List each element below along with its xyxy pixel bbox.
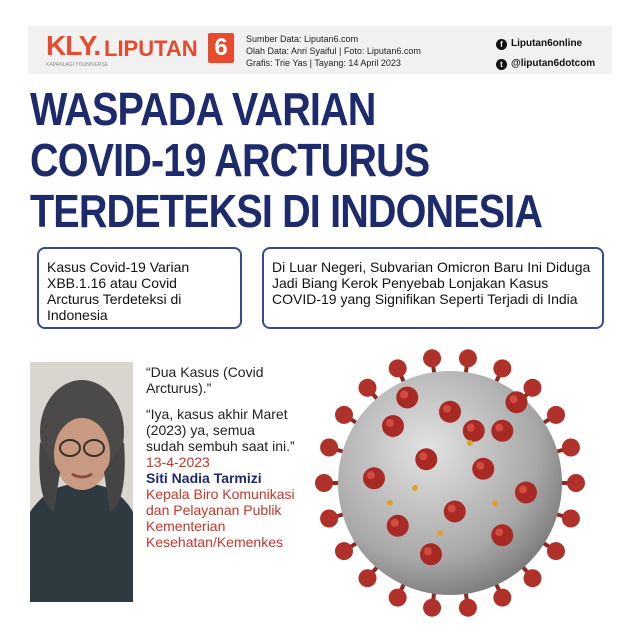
virus-surface-spike	[506, 391, 528, 413]
virus-surface-spike	[444, 501, 466, 523]
credits	[246, 33, 421, 69]
virus-spike	[320, 439, 338, 457]
virus-spike-highlight	[476, 462, 484, 470]
virus-surface-spike	[396, 387, 418, 409]
virus-spike-highlight	[386, 419, 394, 427]
virus-spike-highlight	[467, 424, 475, 432]
virus-spike-highlight	[419, 452, 427, 460]
social-twitter[interactable]	[496, 54, 595, 74]
twitter-icon: t	[496, 59, 507, 70]
virus-spike	[524, 569, 542, 587]
virus-spike-highlight	[400, 391, 408, 399]
virus-spike-highlight	[510, 395, 518, 403]
virus-spike	[423, 599, 441, 617]
virus-spike	[389, 359, 407, 377]
speaker-name: Siti Nadia Tarmizi	[146, 470, 262, 486]
virus-spike	[358, 379, 376, 397]
virus-spike-highlight	[495, 528, 503, 536]
liputan6-logo: LIPUTAN	[104, 36, 198, 61]
virus-spike	[459, 599, 477, 617]
virus-spike-highlight	[391, 519, 399, 527]
virus-surface-spike	[363, 467, 385, 489]
virus-spike	[423, 349, 441, 367]
virus-spike	[524, 379, 542, 397]
virus-spike-highlight	[424, 547, 432, 555]
liputan6-logo-number: 6	[208, 33, 234, 63]
quote-block	[146, 364, 296, 550]
credit-data: Olah Data: Anri Syaiful | Foto: Liputan6.com	[246, 46, 421, 56]
virus-spike	[389, 589, 407, 607]
virus-spike-highlight	[448, 505, 456, 513]
virus-spike-highlight	[443, 405, 451, 413]
credit-source: Sumber Data: Liputan6.com	[246, 34, 359, 44]
virus-spike-highlight	[367, 471, 375, 479]
headline-line-3: TERDETEKSI DI INDONESIA	[30, 185, 543, 237]
virus-surface-spike	[491, 420, 513, 442]
kly-logo-subtitle: KAPANLAGI YOUNIVERSE	[46, 62, 109, 68]
virus-surface-spike	[387, 515, 409, 537]
virus-spike-highlight	[519, 486, 527, 494]
virus-surface-spike	[420, 543, 442, 565]
virus-surface-dot	[492, 500, 498, 506]
virus-spike	[335, 406, 353, 424]
virus-surface-spike	[463, 420, 485, 442]
headline-line-2: COVID-19 ARCTURUS	[30, 134, 430, 186]
virus-spike	[562, 509, 580, 527]
social-facebook[interactable]	[496, 34, 595, 54]
speaker-photo	[30, 362, 133, 602]
virus-surface-spike	[491, 524, 513, 546]
info-box-right: Di Luar Negeri, Subvarian Omicron Baru Ini Diduga Jadi Biang Kerok Penyebab Lonjakan Kasus COVID-19 yang Signifikan Seperti Terjadi di India	[262, 247, 604, 329]
virus-surface-spike	[472, 458, 494, 480]
virus-surface-spike	[382, 415, 404, 437]
social-handles	[496, 34, 595, 74]
quote-line-2: “Iya, kasus akhir Maret (2023) ya, semua sudah sembuh saat ini.”	[146, 406, 295, 454]
virus-surface-dot	[467, 440, 473, 446]
credit-graphic: Grafis: Trie Yas | Tayang: 14 April 2023	[246, 58, 401, 68]
virus-spike	[567, 474, 585, 492]
facebook-icon: f	[496, 39, 507, 50]
virus-spike	[335, 542, 353, 560]
coronavirus-image	[300, 338, 600, 628]
virus-spike	[459, 349, 477, 367]
kly-logo: KLY.	[46, 30, 101, 61]
quote-date: 13-4-2023	[146, 454, 210, 470]
virus-spike-highlight	[495, 424, 503, 432]
virus-surface-spike	[439, 401, 461, 423]
facebook-handle: Liputan6online	[511, 38, 583, 49]
virus-spike	[320, 509, 338, 527]
twitter-handle: @liputan6dotcom	[511, 58, 596, 69]
virus-surface-spike	[415, 448, 437, 470]
virus-surface-dot	[387, 500, 393, 506]
virus-spike	[493, 359, 511, 377]
virus-surface-spike	[515, 482, 537, 504]
virus-spike	[547, 406, 565, 424]
virus-spike	[315, 474, 333, 492]
info-box-left: Kasus Covid-19 Varian XBB.1.16 atau Covid Arcturus Terdeteksi di Indonesia	[37, 247, 242, 329]
virus-spike	[358, 569, 376, 587]
virus-spike	[493, 589, 511, 607]
virus-spike	[562, 439, 580, 457]
virus-spike	[547, 542, 565, 560]
speaker-role: Kepala Biro Komunikasi dan Pelayanan Publik Kementerian Kesehatan/Kemenkes	[146, 486, 295, 550]
virus-surface-dot	[437, 530, 443, 536]
quote-line-1: “Dua Kasus (Covid Arcturus).”	[146, 364, 264, 396]
headline	[30, 83, 543, 237]
headline-line-1: WASPADA VARIAN	[30, 83, 376, 135]
virus-surface-dot	[412, 485, 418, 491]
